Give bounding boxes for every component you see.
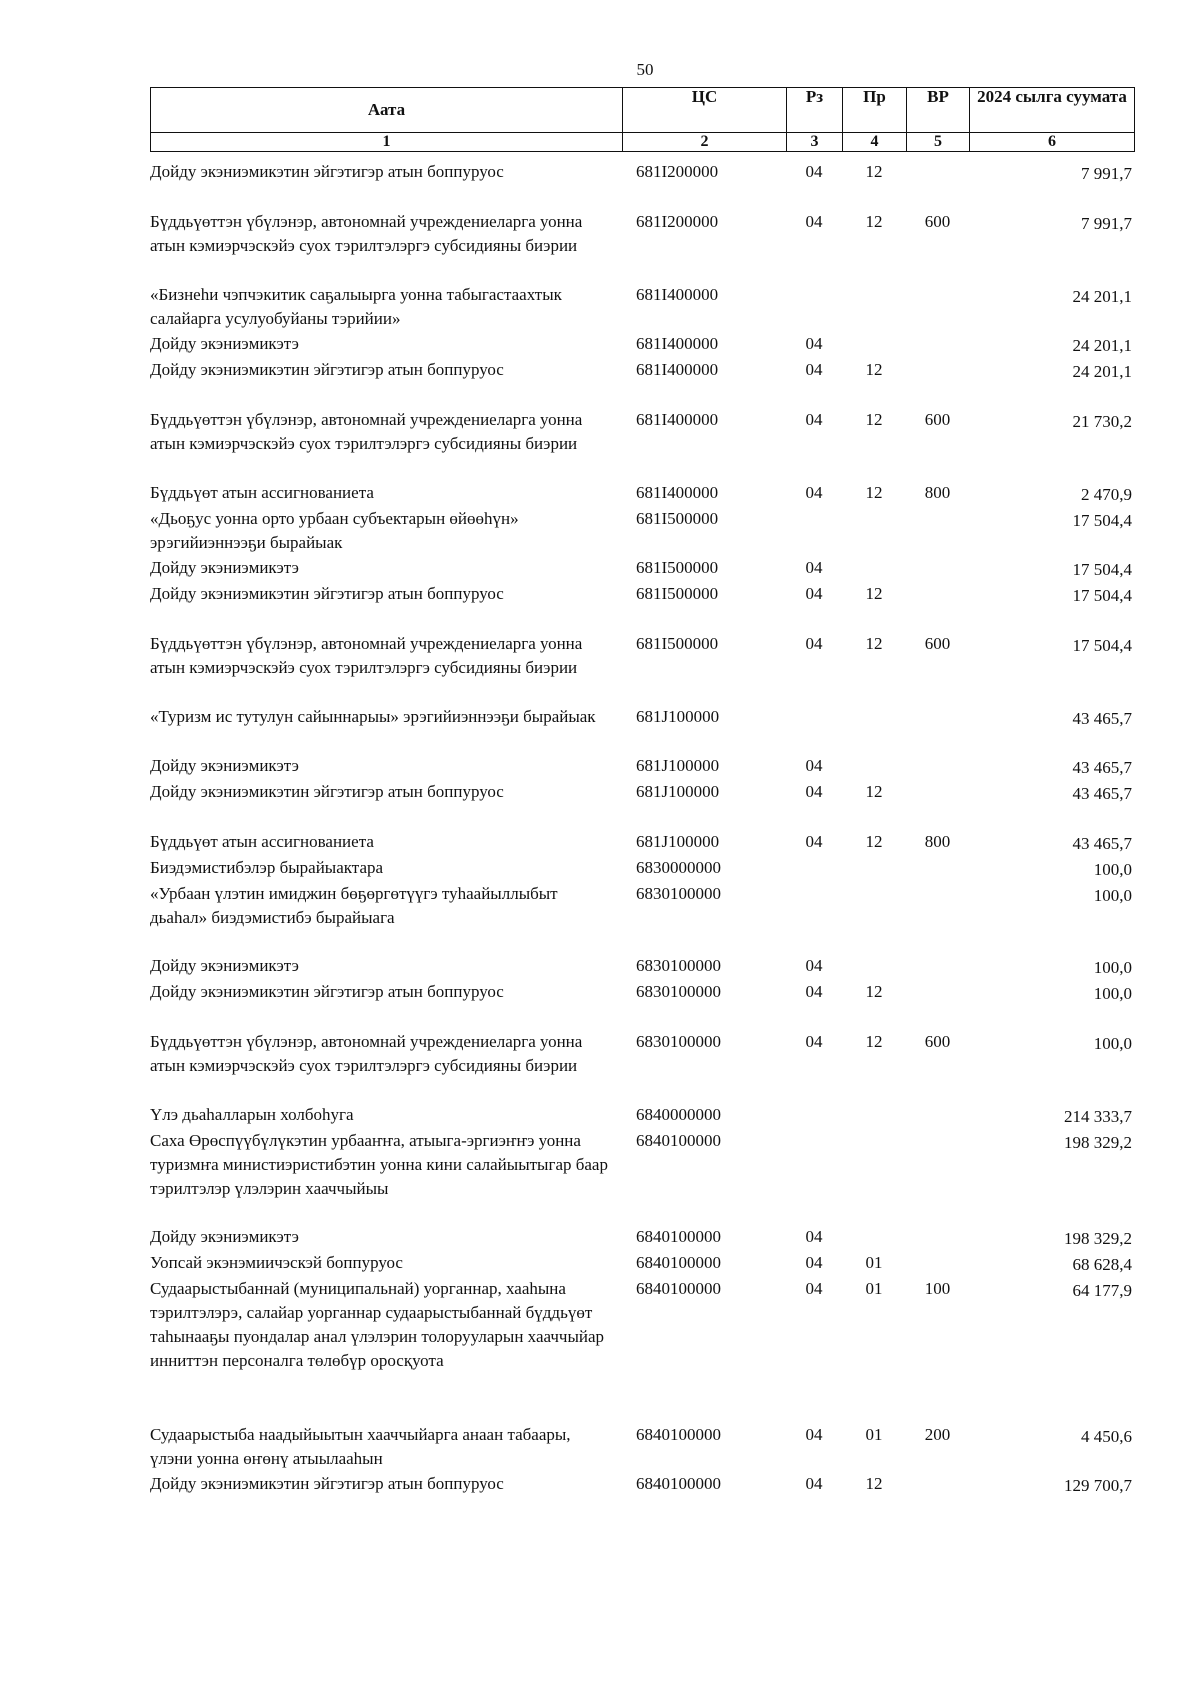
row-rz-code: 04 (805, 483, 823, 502)
table-row (150, 1277, 1134, 1423)
row-sum: 43 465,7 (1072, 784, 1132, 803)
row-vr-code (906, 856, 969, 882)
table-row (150, 582, 1134, 632)
table-row (150, 954, 1134, 980)
row-pr-code: 12 (865, 832, 883, 851)
row-cs-code: 681I400000 (636, 285, 719, 304)
row-vr-code (906, 1129, 969, 1225)
row-cs-code: 6840100000 (636, 1474, 721, 1493)
row-pr-code: 01 (865, 1425, 883, 1444)
row-pr-code: 12 (865, 162, 883, 181)
row-pr-code: 12 (865, 360, 883, 379)
row-rz-code: 04 (805, 212, 823, 231)
row-pr-code (842, 556, 906, 582)
row-cs-code: 681I400000 (636, 410, 719, 429)
row-vr-code (906, 980, 969, 1030)
row-sum: 17 504,4 (1072, 636, 1132, 655)
row-rz-code: 04 (805, 1227, 823, 1246)
row-cs-code: 6830100000 (636, 982, 721, 1001)
header-number-row (151, 133, 1135, 152)
row-name: Бүддьүөт атын ассигнованиета (150, 832, 374, 851)
row-vr-code (906, 780, 969, 830)
table-row (150, 481, 1134, 507)
row-sum: 100,0 (1093, 886, 1132, 905)
row-cs-code: 6830000000 (636, 858, 721, 877)
row-sum: 100,0 (1093, 958, 1132, 977)
table-row (150, 705, 1134, 754)
table-row (150, 980, 1134, 1030)
row-sum: 2 470,9 (1081, 485, 1132, 504)
row-sum: 64 177,9 (1072, 1281, 1132, 1300)
row-name: Дойду экэниэмикэтэ (150, 334, 299, 353)
row-name: «Дьоҕус уонна орто урбаан субъектарын өйөөһүн» эрэгийиэннээҕи бырайыак (150, 509, 519, 552)
row-vr-code (906, 1251, 969, 1277)
header-cs: ЦС (623, 88, 787, 133)
row-cs-code: 6830100000 (636, 1032, 721, 1051)
row-pr-code: 12 (865, 782, 883, 801)
row-vr-code (906, 1472, 969, 1498)
row-name: «Бизнеһи чэпчэкитик саҕалыырга уонна табыгастаахтык салайарга усулуобуйаны тэрийии» (150, 285, 562, 328)
row-cs-code: 681I200000 (636, 212, 719, 231)
row-name: Судаарыстыба наадыйыытын хааччыйарга анаан табаары, үлэни уонна өҥөнү атыылааһын (150, 1425, 571, 1468)
row-sum: 100,0 (1093, 984, 1132, 1003)
row-name: Уопсай экэнэмиичэскэй боппуруос (150, 1253, 403, 1272)
row-sum: 198 329,2 (1064, 1229, 1132, 1248)
row-name: Бүддьүөт атын ассигнованиета (150, 483, 374, 502)
row-vr-code (906, 754, 969, 780)
row-name: Үлэ дьаһалларын холбоһуга (150, 1105, 354, 1124)
row-pr-code: 12 (865, 1474, 883, 1493)
row-cs-code: 6840100000 (636, 1279, 721, 1298)
row-vr-code (906, 160, 969, 210)
table-row (150, 1472, 1134, 1498)
row-name: Бүддьүөттэн үбүлэнэр, автономнай учреждениеларга уонна атын кэмиэрчэскэйэ суох тэрилтэлэргэ субсидияны биэрии (150, 1032, 583, 1075)
row-name: Дойду экэниэмикэтэ (150, 756, 299, 775)
row-sum: 68 628,4 (1072, 1255, 1132, 1274)
row-vr-code (906, 1103, 969, 1129)
row-pr-code (842, 1225, 906, 1251)
row-sum: 100,0 (1093, 1034, 1132, 1053)
row-vr-code: 800 (924, 832, 951, 851)
row-cs-code: 6840100000 (636, 1253, 721, 1272)
row-sum: 43 465,7 (1072, 834, 1132, 853)
row-vr-code (906, 882, 969, 954)
row-cs-code: 681I400000 (636, 483, 719, 502)
row-name: Дойду экэниэмикэтин эйгэтигэр атын боппуруос (150, 584, 504, 603)
table-row (150, 632, 1134, 705)
row-rz-code: 04 (805, 1279, 823, 1298)
row-vr-code (906, 507, 969, 556)
table-row (150, 556, 1134, 582)
row-cs-code: 681I400000 (636, 334, 719, 353)
row-name: Дойду экэниэмикэтэ (150, 558, 299, 577)
row-vr-code (906, 705, 969, 754)
row-sum: 198 329,2 (1064, 1133, 1132, 1152)
row-cs-code: 6840100000 (636, 1425, 721, 1444)
row-cs-code: 6830100000 (636, 956, 721, 975)
table-row (150, 1103, 1134, 1129)
header-name: Аата (151, 88, 623, 133)
row-rz-code: 04 (805, 1253, 823, 1272)
row-rz-code: 04 (805, 1474, 823, 1493)
row-name: Дойду экэниэмикэтин эйгэтигэр атын боппуруос (150, 360, 504, 379)
row-name: Судаарыстыбаннай (муниципальнай) уорганнар, хааһына тэрилтэлэрэ, салайар уорганнар судаарыстыбаннай бүддьүөт таһынааҕы пуондалар анал үлэлэрин толорууларын хааччыйар инниттэн персоналга төлөбүр оросқуота (150, 1279, 605, 1370)
row-rz-code: 04 (805, 162, 823, 181)
row-sum: 43 465,7 (1072, 709, 1132, 728)
row-sum: 214 333,7 (1064, 1107, 1132, 1126)
table-row (150, 507, 1134, 556)
row-rz-code: 04 (805, 782, 823, 801)
budget-table (150, 160, 1134, 1498)
row-cs-code: 681J100000 (636, 782, 720, 801)
row-pr-code: 01 (865, 1253, 883, 1272)
row-cs-code: 6840100000 (636, 1131, 721, 1150)
row-sum: 100,0 (1093, 860, 1132, 879)
row-vr-code (906, 332, 969, 358)
row-rz-code: 04 (805, 1425, 823, 1444)
row-pr-code: 12 (865, 634, 883, 653)
row-pr-code (842, 283, 906, 332)
row-pr-code: 12 (865, 483, 883, 502)
row-name: Дойду экэниэмикэтин эйгэтигэр атын боппуруос (150, 782, 504, 801)
row-rz-code: 04 (805, 360, 823, 379)
table-row (150, 830, 1134, 856)
row-pr-code (842, 882, 906, 954)
row-cs-code: 6830100000 (636, 884, 721, 903)
table-row (150, 160, 1134, 210)
row-name: «Урбаан үлэтин имиджин бөҕөргөтүүгэ туһаайыллыбыт дьаһал» биэдэмистибэ бырайыага (150, 884, 558, 927)
row-rz-code: 04 (805, 410, 823, 429)
table-row (150, 754, 1134, 780)
row-cs-code: 6840100000 (636, 1227, 721, 1246)
row-sum: 7 991,7 (1081, 214, 1132, 233)
header-sum: 2024 сылга суумата (970, 88, 1135, 133)
row-pr-code: 12 (865, 584, 883, 603)
row-pr-code (842, 705, 906, 754)
row-vr-code (906, 283, 969, 332)
row-vr-code: 600 (924, 1032, 951, 1051)
row-sum: 24 201,1 (1072, 287, 1132, 306)
table-row (150, 1251, 1134, 1277)
header-pr: Пр (843, 88, 907, 133)
row-cs-code: 681I500000 (636, 509, 719, 528)
row-vr-code: 600 (924, 634, 951, 653)
row-pr-code (842, 1103, 906, 1129)
table-row (150, 1423, 1134, 1472)
table-row (150, 408, 1134, 481)
table-row (150, 358, 1134, 408)
row-sum: 21 730,2 (1072, 412, 1132, 431)
budget-table-body (150, 160, 1134, 1498)
header-number: 5 (907, 133, 970, 152)
table-row (150, 1225, 1134, 1251)
row-name: Саха Өрөспүүбүлүкэтин урбааҥҥа, атыыга-эргиэҥҥэ уонна туризмҥа министиэристибэтин уонна кини салайыытыгар баар тэрилтэлэр үлэлэрин хааччыйыы (150, 1131, 608, 1198)
row-pr-code: 12 (865, 982, 883, 1001)
header-number: 3 (787, 133, 843, 152)
row-rz-code (786, 705, 842, 754)
row-cs-code: 681I500000 (636, 634, 719, 653)
row-vr-code (906, 954, 969, 980)
row-rz-code: 04 (805, 956, 823, 975)
row-cs-code: 681J100000 (636, 756, 720, 775)
row-vr-code (906, 358, 969, 408)
row-name: Биэдэмистибэлэр бырайыактара (150, 858, 384, 877)
row-vr-code: 600 (924, 410, 951, 429)
header-row (151, 88, 1135, 133)
row-vr-code (906, 1225, 969, 1251)
row-rz-code: 04 (805, 756, 823, 775)
header-vr: ВР (907, 88, 970, 133)
row-sum: 43 465,7 (1072, 758, 1132, 777)
row-rz-code: 04 (805, 982, 823, 1001)
row-sum: 4 450,6 (1081, 1427, 1132, 1446)
row-vr-code (906, 556, 969, 582)
row-rz-code: 04 (805, 334, 823, 353)
table-header (150, 87, 1135, 152)
row-cs-code: 681I400000 (636, 360, 719, 379)
row-sum: 17 504,4 (1072, 586, 1132, 605)
row-pr-code: 12 (865, 410, 883, 429)
table-row (150, 882, 1134, 954)
row-vr-code: 200 (924, 1425, 951, 1444)
row-sum: 24 201,1 (1072, 362, 1132, 381)
row-name: Дойду экэниэмикэтин эйгэтигэр атын боппуруос (150, 982, 504, 1001)
row-name: Дойду экэниэмикэтэ (150, 956, 299, 975)
row-pr-code: 12 (865, 212, 883, 231)
header-number: 4 (843, 133, 907, 152)
row-rz-code (786, 1129, 842, 1225)
row-cs-code: 681I200000 (636, 162, 719, 181)
row-rz-code (786, 283, 842, 332)
row-rz-code: 04 (805, 558, 823, 577)
row-rz-code: 04 (805, 1032, 823, 1051)
row-pr-code (842, 332, 906, 358)
header-rz: Рз (787, 88, 843, 133)
table-row (150, 1129, 1134, 1225)
row-cs-code: 681J100000 (636, 832, 720, 851)
row-rz-code: 04 (805, 832, 823, 851)
page-number: 50 (636, 60, 654, 79)
row-pr-code (842, 507, 906, 556)
row-name: Бүддьүөттэн үбүлэнэр, автономнай учреждениеларга уонна атын кэмиэрчэскэйэ суох тэрилтэлэргэ субсидияны биэрии (150, 634, 583, 677)
row-vr-code (906, 582, 969, 632)
row-name: Дойду экэниэмикэтин эйгэтигэр атын боппуруос (150, 162, 504, 181)
row-name: Дойду экэниэмикэтин эйгэтигэр атын боппуруос (150, 1474, 504, 1493)
row-pr-code (842, 754, 906, 780)
table-row (150, 780, 1134, 830)
row-cs-code: 681I500000 (636, 584, 719, 603)
row-rz-code: 04 (805, 634, 823, 653)
row-rz-code (786, 882, 842, 954)
row-rz-code (786, 1103, 842, 1129)
row-sum: 17 504,4 (1072, 560, 1132, 579)
row-sum: 24 201,1 (1072, 336, 1132, 355)
header-number: 2 (623, 133, 787, 152)
table-row (150, 1030, 1134, 1103)
row-pr-code: 01 (865, 1279, 883, 1298)
row-vr-code: 600 (924, 212, 951, 231)
row-name: «Туризм ис тутулун сайыннарыы» эрэгийиэннээҕи бырайыак (150, 707, 596, 726)
row-rz-code (786, 856, 842, 882)
row-rz-code (786, 507, 842, 556)
row-sum: 7 991,7 (1081, 164, 1132, 183)
row-pr-code (842, 1129, 906, 1225)
row-pr-code (842, 954, 906, 980)
header-number: 6 (970, 133, 1135, 152)
row-cs-code: 6840000000 (636, 1105, 721, 1124)
row-cs-code: 681J100000 (636, 707, 720, 726)
row-sum: 129 700,7 (1064, 1476, 1132, 1495)
row-pr-code: 12 (865, 1032, 883, 1051)
header-number: 1 (151, 133, 623, 152)
table-row (150, 332, 1134, 358)
table-row (150, 856, 1134, 882)
row-vr-code: 800 (924, 483, 951, 502)
row-name: Бүддьүөттэн үбүлэнэр, автономнай учреждениеларга уонна атын кэмиэрчэскэйэ суох тэрилтэлэргэ субсидияны биэрии (150, 410, 583, 453)
table-row (150, 283, 1134, 332)
row-vr-code: 100 (924, 1279, 951, 1298)
row-cs-code: 681I500000 (636, 558, 719, 577)
table-row (150, 210, 1134, 283)
row-pr-code (842, 856, 906, 882)
row-name: Дойду экэниэмикэтэ (150, 1227, 299, 1246)
row-name: Бүддьүөттэн үбүлэнэр, автономнай учреждениеларга уонна атын кэмиэрчэскэйэ суох тэрилтэлэргэ субсидияны биэрии (150, 212, 583, 255)
row-rz-code: 04 (805, 584, 823, 603)
row-sum: 17 504,4 (1072, 511, 1132, 530)
